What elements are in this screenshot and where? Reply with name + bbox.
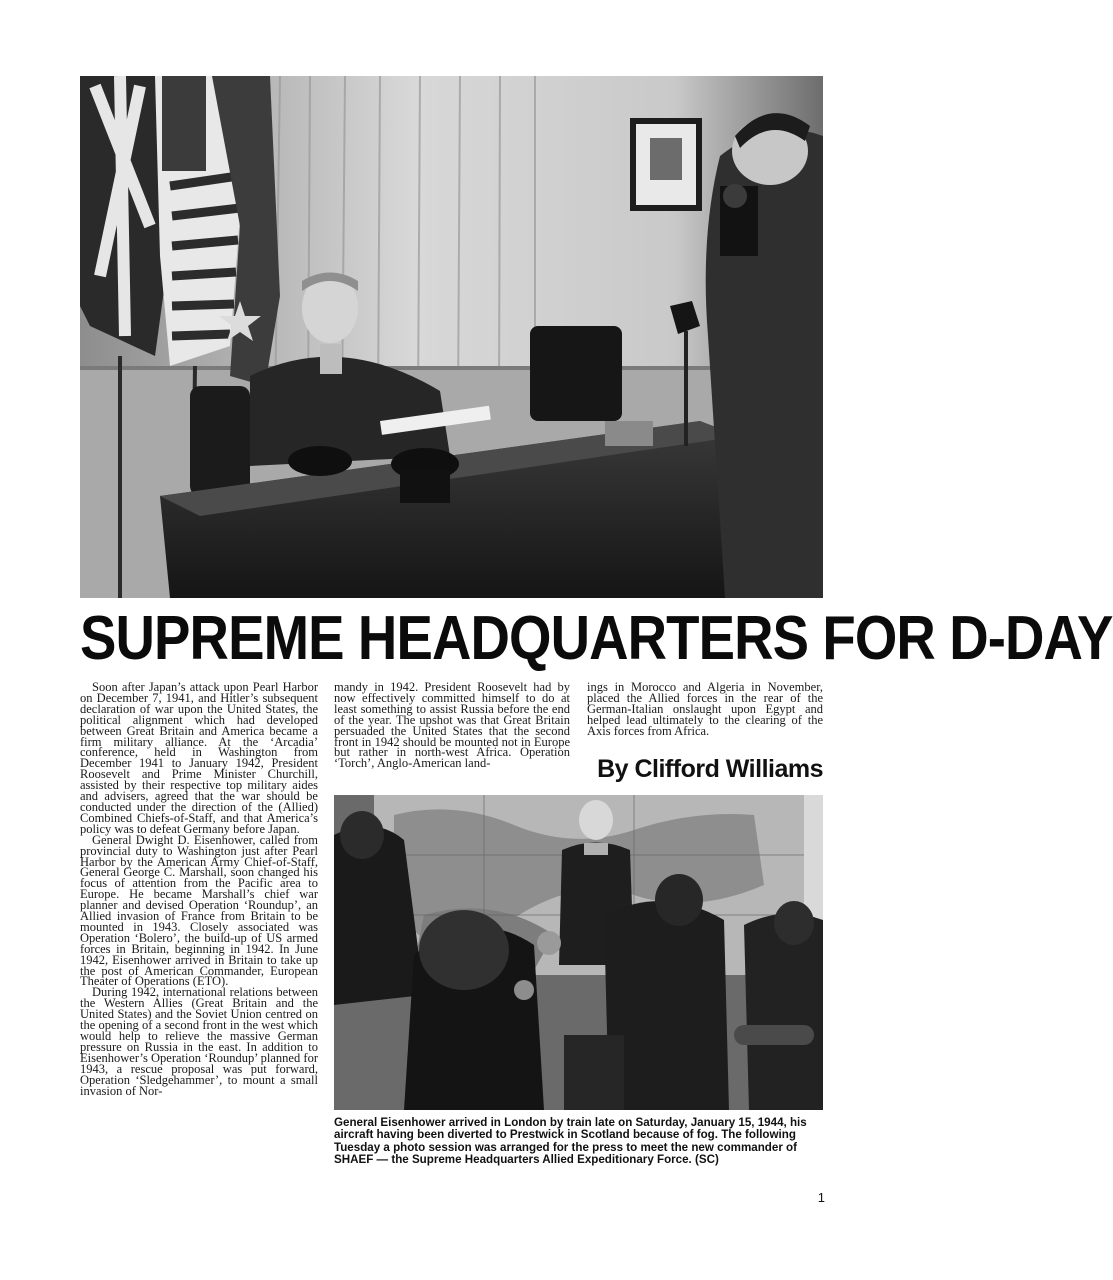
- paragraph: General Dwight D. Eisenhower, called from provincial duty to Washington just after Pearl Harbor by the American Army Chief-of-Staff, General George C. Marshall, soon changed his focus of attention from the Pacific area to Europe. He became Marshall’s chief war planner and devised Operation ‘Roundup’, an Allied invasion of France from Britain to be mounted in 1943. Closely associated was Operation ‘Bolero’, the build-up of US armed forces in Britain, beginning in 1942. In June 1942, Eisenhower arrived in Britain to take up the post of American Commander, European Theater of Operations (ETO).: [80, 832, 318, 989]
- press-photo-session-photo: [334, 795, 823, 1110]
- paragraph: mandy in 1942. President Roosevelt had by now effectively committed himself to do at least something to assist Russia before the end of the year. The upshot was that Great Britain persuaded the United States that the second front in 1942 should be mounted not in Europe but rather in north-west Africa. Operation ‘Torch’, Anglo-American land-: [334, 680, 570, 771]
- headline: SUPREME HEADQUARTERS FOR D-DAY: [80, 604, 1113, 673]
- paragraph: ings in Morocco and Algeria in November, placed the Allied forces in the rear of the German-Italian onslaught upon Egypt and helped lead ultimately to the clearing of the Axis forces from Africa.: [587, 680, 823, 738]
- photo-caption: General Eisenhower arrived in London by train late on Saturday, January 15, 1944, his aircraft having been diverted to Prestwick in Scotland because of fog. The following Tuesday a photo session was arranged for the press to meet the new commander of SHAEF — the Supreme Headquarters Allied Expeditionary Force. (SC): [334, 1116, 807, 1167]
- article-column-1: [80, 682, 318, 1096]
- article-column-3: [587, 682, 823, 737]
- page-number: 1: [817, 1190, 825, 1205]
- paragraph: During 1942, international relations between the Western Allies (Great Britain and the United States) and the Soviet Union centred on the opening of a second front in the west which would help to relieve the massive German pressure on Russia in the east. In addition to Eisenhower’s Operation ‘Roundup’ planned for 1943, a rescue proposal was put forward, Operation ‘Sledgehammer’, to mount a small invasion of Nor-: [80, 985, 318, 1098]
- byline: By Clifford Williams: [597, 755, 823, 783]
- paragraph: Soon after Japan’s attack upon Pearl Harbor on December 7, 1941, and Hitler’s subsequent declaration of war upon the United States, the political alignment which had developed between Great Britain and America became a firm military alliance. At the ‘Arcadia’ conference, held in Washington from December 1941 to January 1942, President Roosevelt and Prime Minister Churchill, assisted by their respective top military aides and advisers, agreed that the war should be conducted under the direction of the (Allied) Combined Chiefs-of-Staff, and that America’s policy was to defeat Germany before Japan.: [80, 680, 318, 836]
- eisenhower-at-desk-photo: [80, 76, 823, 598]
- article-column-2: [334, 682, 570, 769]
